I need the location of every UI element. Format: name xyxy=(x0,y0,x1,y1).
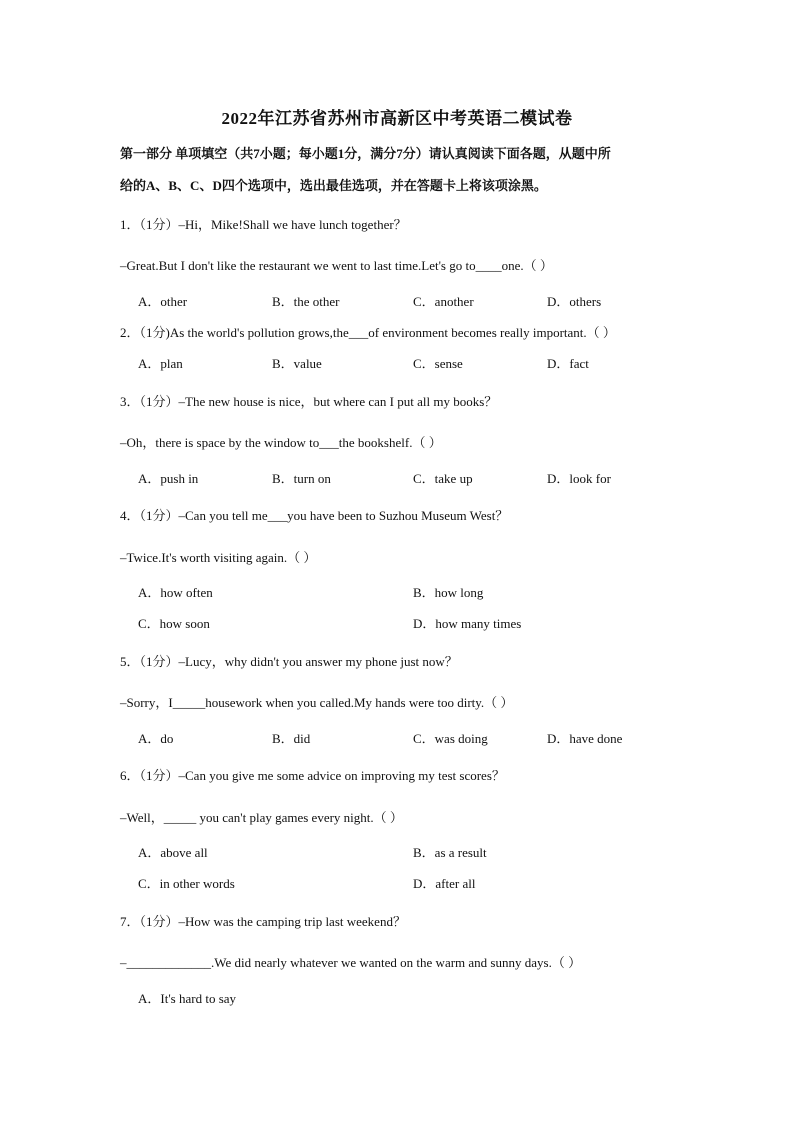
question-5-reply: –Sorry，I_____housework when you called.My hands were too dirty.（ ） xyxy=(120,695,514,710)
question-6-stem: 6．（1分）–Can you give me some advice on improving my test scores？ xyxy=(120,768,505,783)
question-3-option-a: A．push in xyxy=(138,471,199,486)
question-6-reply: –Well，_____ you can't play games every night.（ ） xyxy=(120,810,403,825)
question-3-option-d: D．look for xyxy=(547,471,611,486)
question-4-option-a: A．how often xyxy=(138,585,213,600)
question-1-stem: 1．（1分）–Hi，Mike!Shall we have lunch together？ xyxy=(120,217,407,232)
question-6-option-b: B．as a result xyxy=(413,845,487,860)
question-5-stem: 5．（1分）–Lucy，why didn't you answer my phone just now？ xyxy=(120,654,458,669)
question-7-stem: 7．（1分）–How was the camping trip last weekend？ xyxy=(120,914,406,929)
question-7-option-a: A．It's hard to say xyxy=(138,991,237,1006)
question-2-option-d: D．fact xyxy=(547,356,589,371)
question-7-reply: –_____________.We did nearly whatever we wanted on the warm and sunny days.（ ） xyxy=(120,955,582,970)
question-2-option-b: B．value xyxy=(272,356,322,371)
question-4-reply: –Twice.It's worth visiting again.（ ） xyxy=(120,550,317,565)
question-5-option-d: D．have done xyxy=(547,731,623,746)
page-title: 2022年江苏省苏州市高新区中考英语二模试卷 xyxy=(221,109,573,128)
question-1-option-b: B．the other xyxy=(272,294,340,309)
question-5-option-c: C．was doing xyxy=(413,731,488,746)
question-4-option-c: C．how soon xyxy=(138,616,210,631)
question-4-option-d: D．how many times xyxy=(413,616,522,631)
question-6-option-a: A．above all xyxy=(138,845,208,860)
question-5-option-a: A．do xyxy=(138,731,174,746)
question-2-option-a: A．plan xyxy=(138,356,183,371)
question-3-stem: 3．（1分）–The new house is nice，but where can I put all my books？ xyxy=(120,394,498,409)
question-1-option-a: A．other xyxy=(138,294,188,309)
question-1-option-d: D．others xyxy=(547,294,602,309)
question-1-reply: –Great.But I don't like the restaurant we went to last time.Let's go to____one.（ ） xyxy=(120,258,553,273)
question-2-stem: 2．（1分)As the world's pollution grows,the___of environment becomes really important.（ ） xyxy=(120,325,616,340)
question-2-option-c: C．sense xyxy=(413,356,463,371)
question-4-option-b: B．how long xyxy=(413,585,484,600)
question-6-option-c: C．in other words xyxy=(138,876,235,891)
question-4-stem: 4．（1分）–Can you tell me___you have been to Suzhou Museum West？ xyxy=(120,508,509,523)
section-instructions-line-1: 第一部分 单项填空（共7小题；每小题1分，满分7分）请认真阅读下面各题，从题中所 xyxy=(120,146,611,161)
question-3-option-b: B．turn on xyxy=(272,471,331,486)
section-instructions-line-2: 给的A、B、C、D四个选项中，选出最佳选项，并在答题卡上将该项涂黑。 xyxy=(120,178,547,193)
question-3-reply: –Oh，there is space by the window to___the bookshelf.（ ） xyxy=(120,435,442,450)
question-1-option-c: C．another xyxy=(413,294,474,309)
question-3-option-c: C．take up xyxy=(413,471,473,486)
question-6-option-d: D．after all xyxy=(413,876,476,891)
question-5-option-b: B．did xyxy=(272,731,311,746)
